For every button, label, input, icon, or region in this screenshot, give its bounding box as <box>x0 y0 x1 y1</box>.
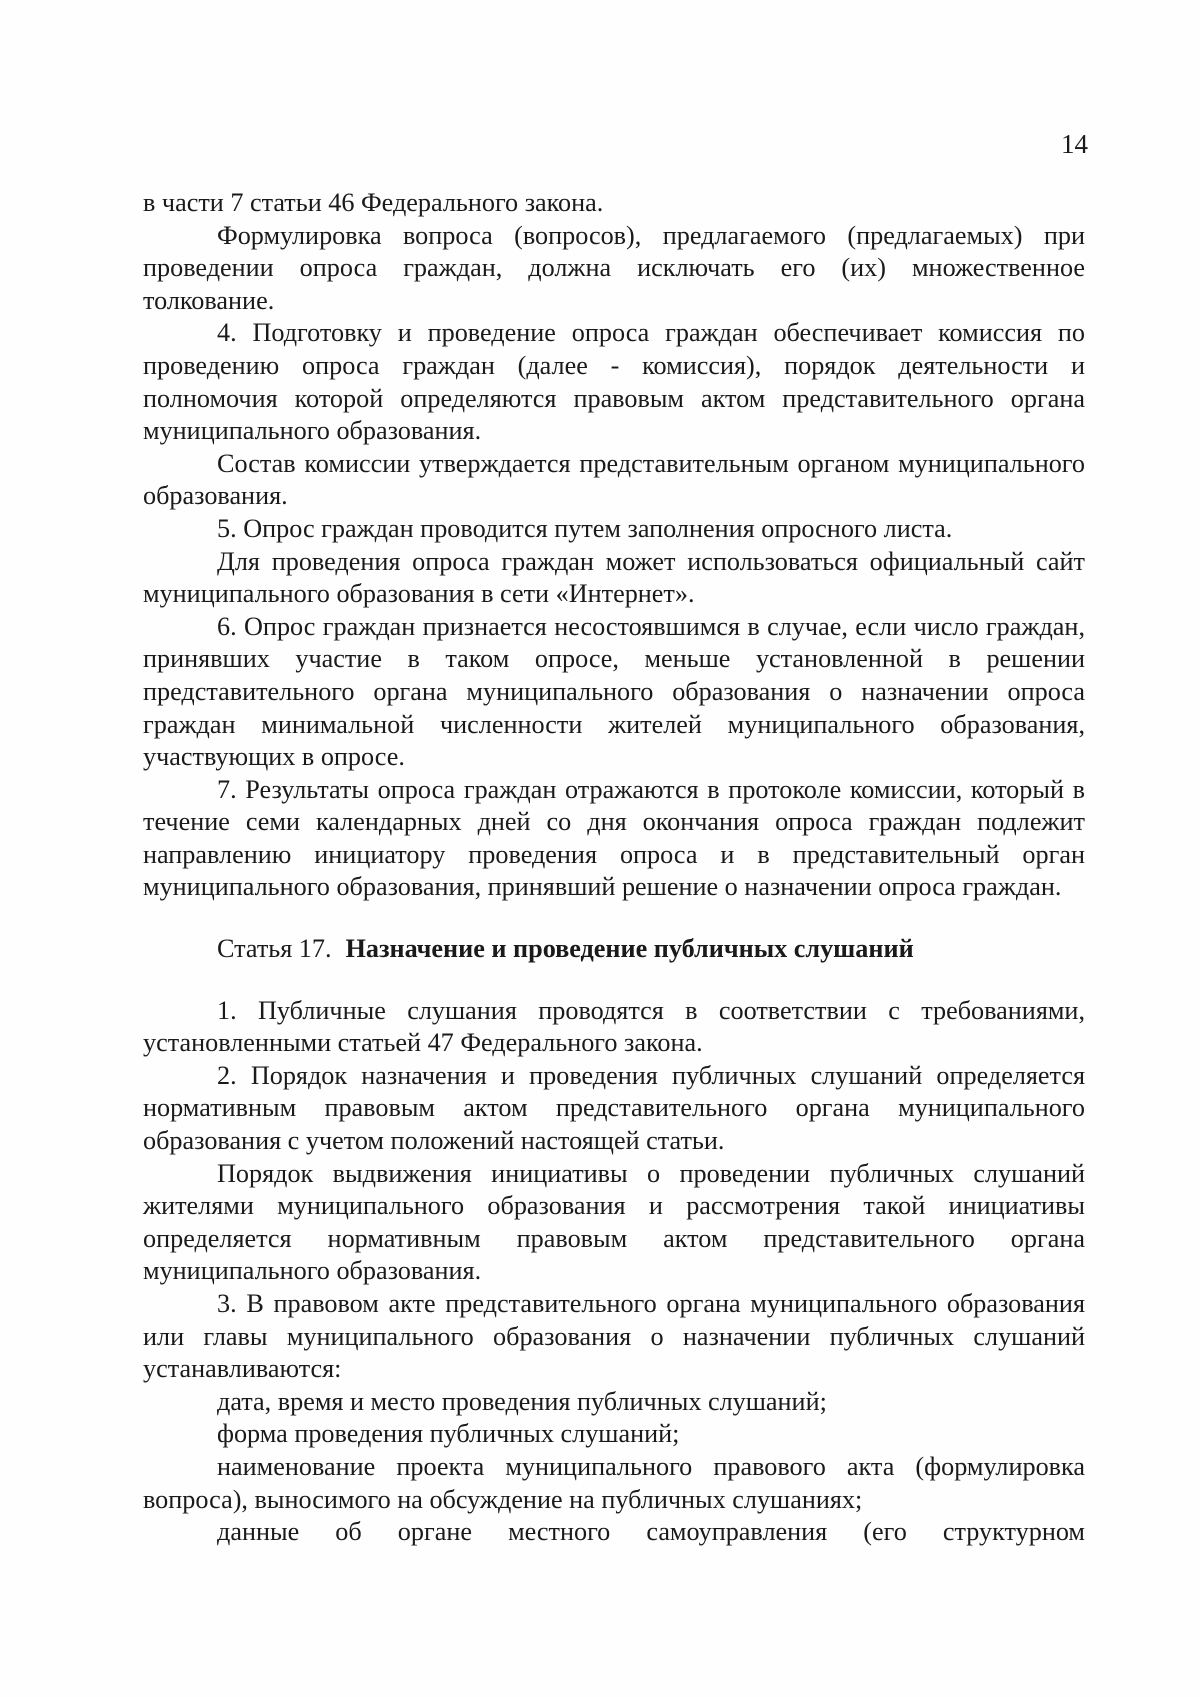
article-title: Назначение и проведение публичных слушаний <box>345 934 914 964</box>
page-number: 14 <box>1061 129 1088 159</box>
paragraph: Формулировка вопроса (вопросов), предлагаемого (предлагаемых) при проведении опроса граждан, должна исключать его (их) множественное толкование. <box>143 220 1085 315</box>
paragraph: 4. Подготовку и проведение опроса граждан обеспечивает комиссия по проведению опроса граждан (далее - комиссия), порядок деятельности и полномочия которой определяются правовым актом представительного органа муниципального образования. <box>143 318 1085 446</box>
article-heading <box>143 933 1085 966</box>
paragraph: данные об органе местного самоуправления (его структурном <box>217 1517 1085 1547</box>
document-body <box>143 187 1085 1549</box>
paragraph: форма проведения публичных слушаний; <box>217 1419 680 1449</box>
paragraphs-before-article <box>143 187 1085 904</box>
paragraph: Состав комиссии утверждается представительным органом муниципального образования. <box>143 448 1085 511</box>
paragraph: дата, время и место проведения публичных слушаний; <box>217 1386 827 1416</box>
paragraph: 1. Публичные слушания проводятся в соответствии с требованиями, установленными статьей 47 Федерального закона. <box>143 995 1085 1058</box>
paragraph: Порядок выдвижения инициативы о проведении публичных слушаний жителями муниципального образования и рассмотрения такой инициативы определяется нормативным правовым актом представительного органа муниципального образования. <box>143 1158 1085 1286</box>
paragraph: 2. Порядок назначения и проведения публичных слушаний определяется нормативным правовым актом представительного органа муниципального образования с учетом положений настоящей статьи. <box>143 1060 1085 1156</box>
paragraph: в части 7 статьи 46 Федерального закона. <box>143 188 604 217</box>
paragraph: 5. Опрос граждан проводится путем заполнения опросного листа. <box>217 513 953 543</box>
paragraph: Для проведения опроса граждан может использоваться официальный сайт муниципального образования в сети «Интернет». <box>143 546 1085 609</box>
paragraph: 7. Результаты опроса граждан отражаются в протоколе комиссии, который в течение семи календарных дней со дня окончания опроса граждан подлежит направлению инициатору проведения опроса и в представительный орган муниципального образования, принявший решение о назначении опроса граждан. <box>143 774 1085 902</box>
article-number: Статья 17. <box>217 934 332 964</box>
paragraph: 3. В правовом акте представительного органа муниципального образования или главы муниципального образования о назначении публичных слушаний устанавливаются: <box>143 1289 1085 1384</box>
paragraph: 6. Опрос граждан признается несостоявшимся в случае, если число граждан, принявших участие в таком опросе, меньше установленной в решении представительного органа муниципального образования о назначении опроса граждан минимальной численности жителей муниципального образования, участвующих в опросе. <box>143 611 1085 772</box>
paragraph: наименование проекта муниципального правового акта (формулировка вопроса), выносимого на обсуждение на публичных слушаниях; <box>143 1451 1085 1514</box>
paragraphs-after-article <box>143 995 1085 1549</box>
